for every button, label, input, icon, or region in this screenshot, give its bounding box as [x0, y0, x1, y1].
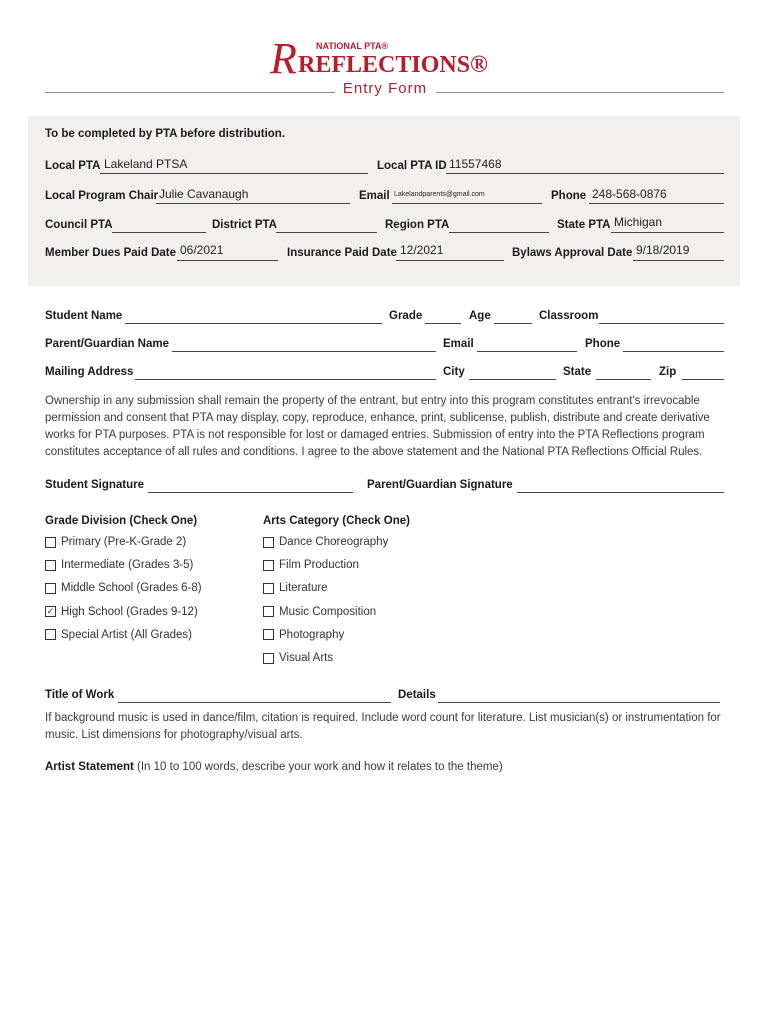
arts-category-option-music-composition[interactable] [263, 606, 376, 618]
student-email-label: Email [443, 338, 474, 350]
state-field[interactable] [596, 365, 651, 380]
artist-statement-label: Artist Statement [45, 761, 134, 773]
state-pta-value: Michigan [614, 215, 663, 229]
arts-category-heading: Arts Category (Check One) [263, 515, 410, 527]
age-label: Age [469, 310, 491, 322]
reflections-logo [268, 35, 508, 77]
arts-category-option-film-production[interactable] [263, 559, 359, 571]
music-citation-note: If background music is used in dance/film, citation is required. Include word count for literature. List musician(s) or instrumentation for music. List dimensions for photography/visual arts. [45, 712, 721, 741]
checkbox[interactable] [263, 653, 274, 664]
dues-paid-label: Member Dues Paid Date [45, 247, 177, 259]
logo-letter: R [270, 35, 297, 77]
pta-email-label: Email [359, 190, 390, 202]
logo-small-text: NATIONAL PTA® [316, 41, 389, 51]
district-pta-label: District PTA [212, 219, 277, 231]
artist-statement-hint: (In 10 to 100 words, describe your work and how it relates to the theme) [137, 761, 503, 773]
student-name-label: Student Name [45, 310, 123, 322]
local-pta-value: Lakeland PTSA [104, 157, 188, 171]
checkbox-label: High School (Grades 9-12) [61, 605, 198, 618]
parent-signature-field[interactable] [517, 478, 724, 493]
grade-field[interactable] [425, 309, 461, 324]
form-title: Entry Form [0, 80, 770, 97]
checkbox-label: Film Production [279, 559, 359, 572]
parent-name-field[interactable] [172, 337, 436, 352]
title-of-work-field[interactable] [118, 688, 391, 703]
student-phone-field[interactable] [623, 337, 724, 352]
dues-paid-value: 06/2021 [180, 243, 224, 257]
checkbox[interactable] [263, 583, 274, 594]
pta-phone-label: Phone [551, 190, 587, 202]
program-chair-label: Local Program Chair [45, 190, 159, 202]
student-phone-label: Phone [585, 338, 621, 350]
details-label: Details [398, 689, 436, 701]
logo-large-text: REFLECTIONS® [298, 52, 488, 77]
arts-category-option-visual-arts[interactable] [263, 652, 333, 664]
bylaws-label: Bylaws Approval Date [512, 247, 633, 259]
region-pta-label: Region PTA [385, 219, 450, 231]
pta-section-heading: To be completed by PTA before distribution. [45, 128, 286, 140]
classroom-field[interactable] [599, 309, 724, 324]
checkbox-label: Visual Arts [279, 652, 334, 664]
checkbox[interactable] [263, 629, 274, 640]
artist-statement-area[interactable] [45, 782, 725, 1002]
grade-division-option-primary-pre-k-grade-2[interactable] [45, 536, 186, 548]
ownership-statement: Ownership in any submission shall remain the property of the entrant, but entry into this program constitutes entrant's irrevocable permission and consent that PTA may display, copy, reproduce, enhance, print, sublicense, publish, distribute and create derivative works for PTA purposes. PTA is not responsible for lost or damaged entries. Submission of entry into the PTA Reflections program constitutes acceptance of all rules and conditions. I agree to the above statement and the National PTA Reflections Official Rules. [45, 395, 710, 458]
mailing-address-field[interactable] [135, 365, 436, 380]
city-label: City [443, 366, 465, 378]
local-pta-label: Local PTA [45, 160, 101, 172]
age-field[interactable] [494, 309, 532, 324]
checkbox-label: Special Artist (All Grades) [61, 628, 193, 641]
arts-category-option-photography[interactable] [263, 629, 344, 641]
mailing-address-label: Mailing Address [45, 366, 134, 378]
student-signature-field[interactable] [148, 478, 353, 493]
region-pta-field[interactable] [449, 218, 549, 233]
artist-statement-row [45, 761, 503, 773]
checkbox-label: Music Composition [279, 605, 377, 618]
student-email-field[interactable] [477, 337, 577, 352]
parent-name-label: Parent/Guardian Name [45, 338, 169, 350]
pta-phone-value: 248-568-0876 [592, 187, 667, 201]
checkbox[interactable] [45, 537, 56, 548]
checkbox[interactable] [263, 606, 274, 617]
checkbox-label: Dance Choreography [279, 536, 389, 548]
checkbox-label: Intermediate (Grades 3-5) [61, 559, 194, 572]
student-signature-label: Student Signature [45, 479, 145, 491]
parent-signature-label: Parent/Guardian Signature [367, 479, 513, 491]
grade-division-option-middle-school-grades-6-8[interactable] [45, 582, 202, 594]
grade-division-option-special-artist-all-grades[interactable] [45, 629, 192, 641]
grade-label: Grade [389, 310, 423, 322]
checkbox[interactable] [45, 560, 56, 571]
checkbox[interactable] [45, 583, 56, 594]
council-pta-field[interactable] [112, 218, 206, 233]
bylaws-value: 9/18/2019 [636, 243, 690, 257]
grade-division-option-intermediate-grades-3-5[interactable] [45, 559, 193, 571]
grade-division-option-high-school-grades-9-12[interactable] [45, 606, 198, 618]
zip-label: Zip [659, 366, 677, 378]
local-pta-id-label: Local PTA ID [377, 160, 447, 172]
student-name-field[interactable] [125, 309, 382, 324]
pta-email-value: Lakelandparents@gmail.com [394, 191, 485, 198]
grade-division-heading: Grade Division (Check One) [45, 515, 198, 527]
checkbox-label: Primary (Pre-K-Grade 2) [61, 536, 187, 548]
checkbox[interactable] [45, 629, 56, 640]
checkbox-label: Photography [279, 628, 345, 641]
local-pta-id-value: 11557468 [449, 157, 502, 171]
insurance-paid-label: Insurance Paid Date [287, 247, 397, 259]
city-field[interactable] [469, 365, 556, 380]
title-of-work-label: Title of Work [45, 689, 115, 701]
checkbox[interactable] [263, 560, 274, 571]
state-label: State [563, 366, 592, 378]
classroom-label: Classroom [539, 310, 599, 322]
details-field[interactable] [438, 688, 720, 703]
insurance-paid-value: 12/2021 [400, 243, 444, 257]
checkbox-label: Literature [279, 582, 328, 595]
checkbox-label: Middle School (Grades 6-8) [61, 582, 202, 595]
arts-category-option-literature[interactable] [263, 582, 328, 594]
checkbox[interactable] [263, 537, 274, 548]
checkbox[interactable]: ✓ [46, 606, 55, 617]
council-pta-label: Council PTA [45, 219, 113, 231]
program-chair-value: Julie Cavanaugh [159, 187, 249, 201]
zip-field[interactable] [682, 365, 724, 380]
state-pta-label: State PTA [557, 219, 611, 231]
district-pta-field[interactable] [276, 218, 377, 233]
arts-category-option-dance-choreography[interactable] [263, 536, 388, 548]
